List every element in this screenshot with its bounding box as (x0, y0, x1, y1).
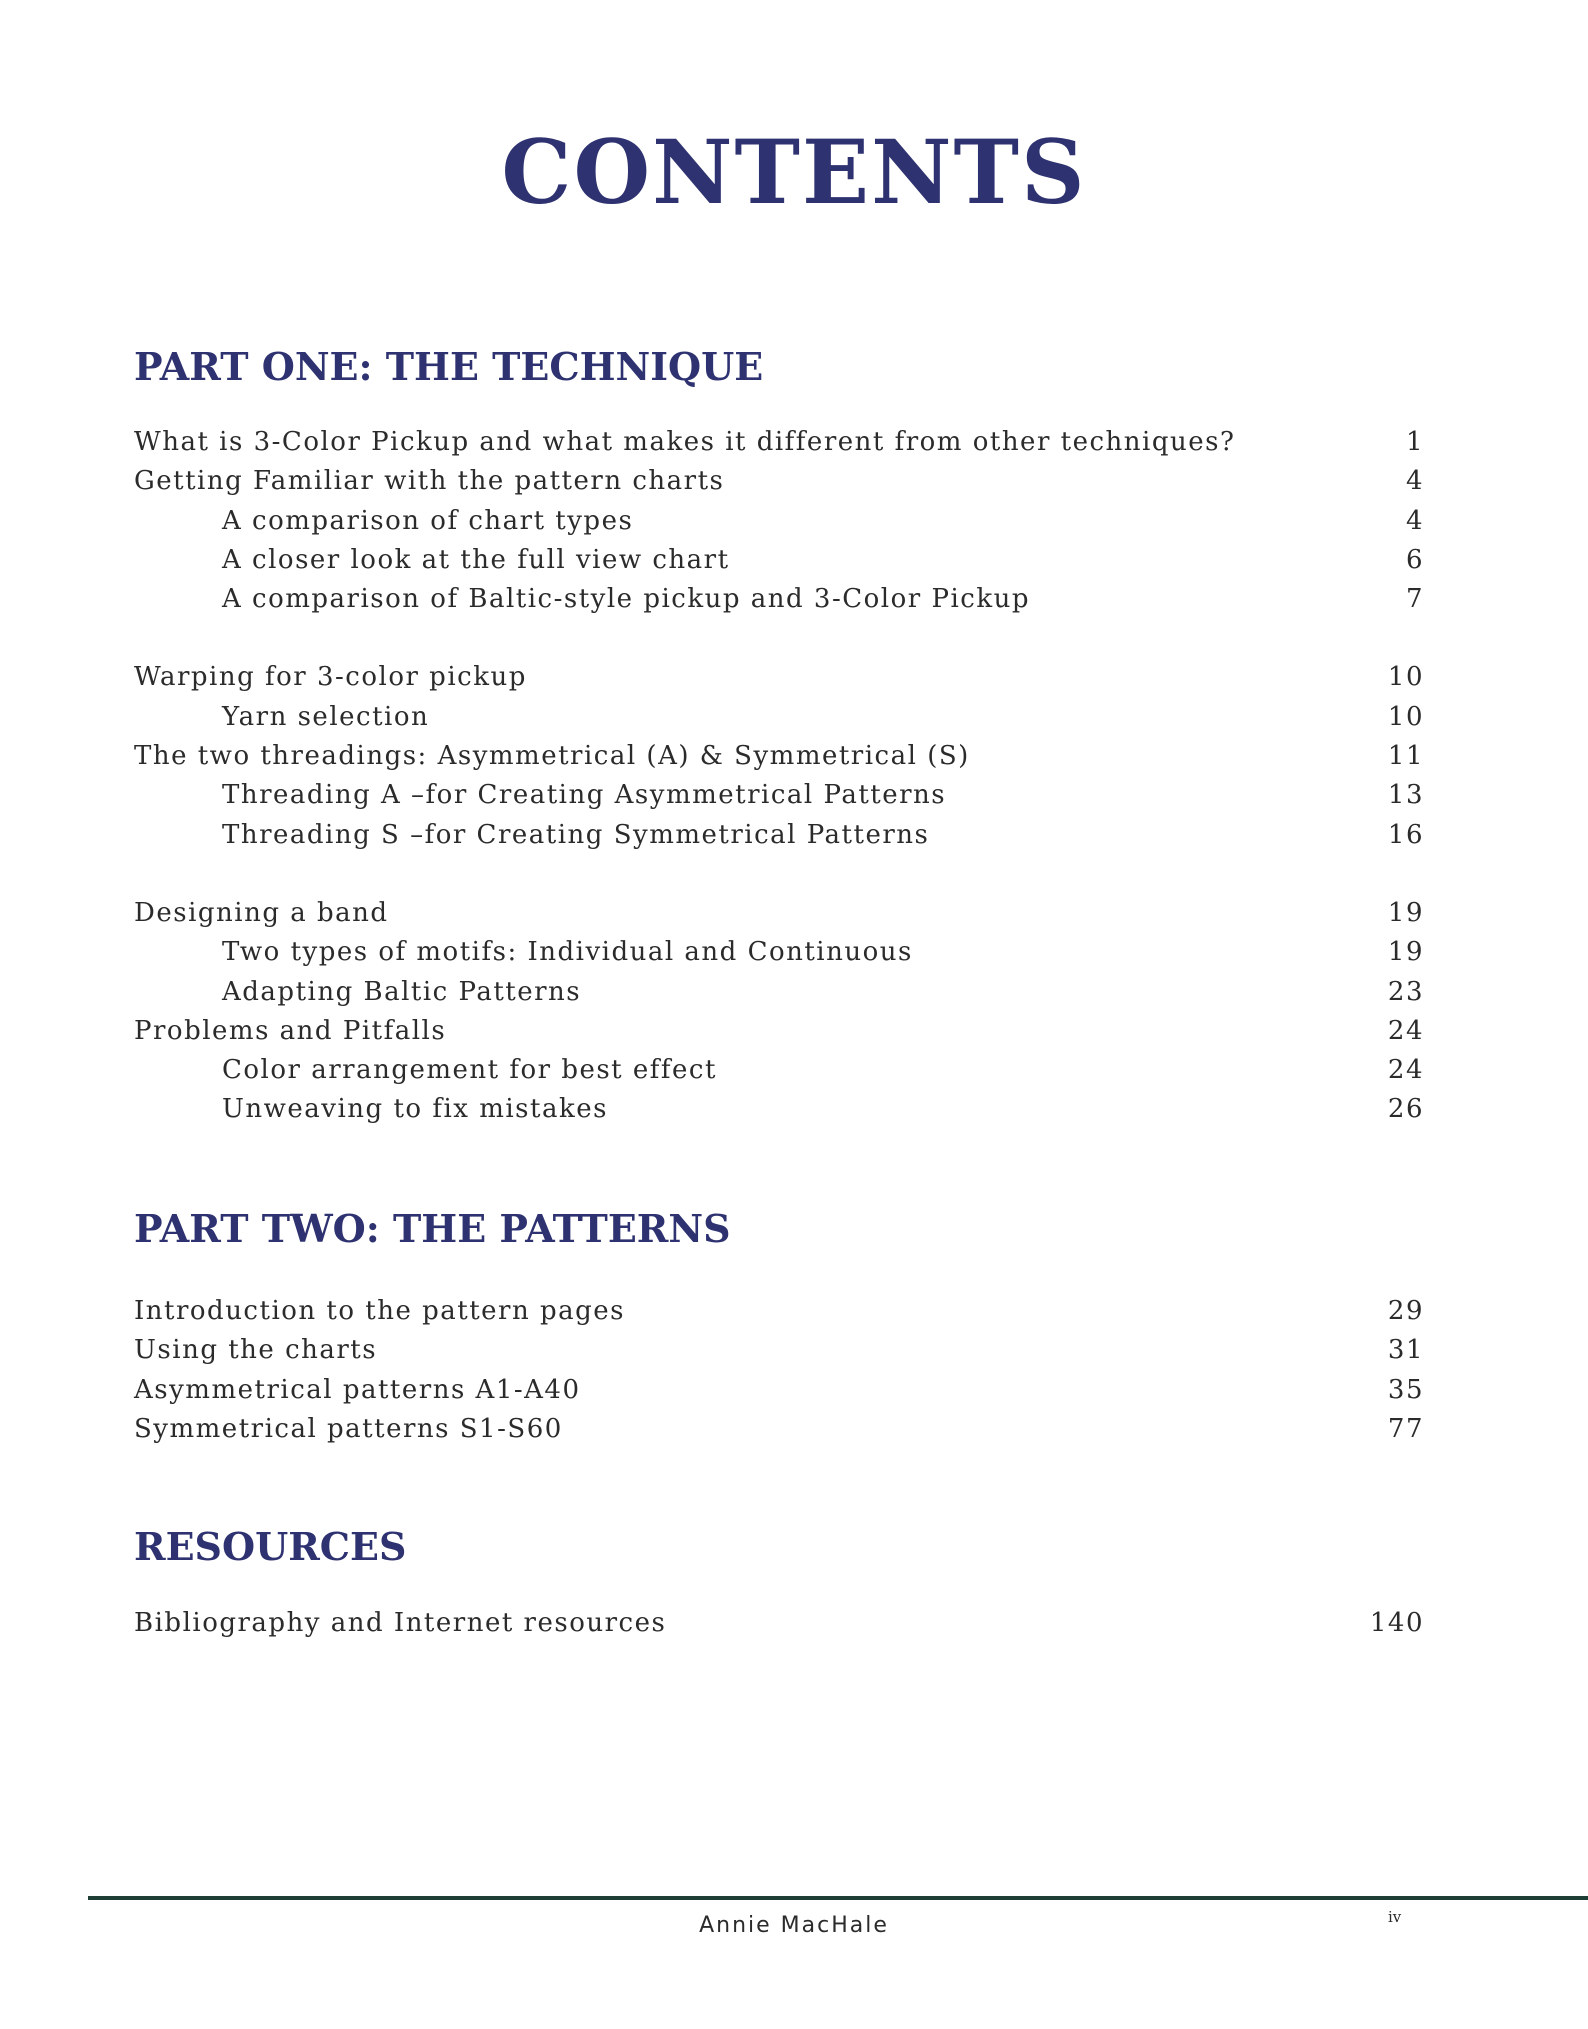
toc-entry-page: 1 (1405, 427, 1424, 457)
toc-entry-page: 4 (1405, 466, 1424, 497)
toc-entry-label: Designing a band (134, 897, 389, 928)
section-heading-resources: RESOURCES (134, 1524, 407, 1569)
toc-entry-page: 10 (1387, 662, 1424, 693)
toc-entry[interactable] (134, 423, 1424, 462)
toc-entry-page: 19 (1387, 937, 1424, 968)
toc-subentry[interactable] (134, 580, 1424, 619)
toc-entry-label: A comparison of chart types (222, 505, 634, 536)
toc-entry-page: 13 (1387, 780, 1424, 811)
footer-author: Annie MacHale (699, 1913, 889, 1938)
toc-entry-label: A comparison of Baltic-style pickup and 3-Color Pickup (222, 584, 1030, 615)
toc-entry-page: 77 (1387, 1413, 1424, 1444)
toc-entry-page: 35 (1387, 1374, 1424, 1405)
toc-entry-label: The two threadings: Asymmetrical (A) & Symmetrical (S) (134, 741, 970, 772)
toc-subentry[interactable] (134, 776, 1424, 815)
toc-entry-page: 26 (1387, 1094, 1424, 1125)
toc-entry-label: Symmetrical patterns S1-S60 (134, 1413, 563, 1444)
toc-entry-label: Problems and Pitfalls (134, 1015, 447, 1046)
toc-entry-label: Unweaving to fix mistakes (222, 1094, 608, 1125)
toc-entry-page: 24 (1387, 1015, 1424, 1046)
toc-entry-label: Asymmetrical patterns A1-A40 (134, 1374, 581, 1405)
toc-entry-page: 4 (1405, 505, 1424, 536)
toc-entry-page: 16 (1387, 819, 1424, 850)
page-title: CONTENTS (501, 120, 1087, 224)
toc-subentry[interactable] (134, 541, 1424, 580)
toc-entry-page: 10 (1387, 701, 1424, 732)
toc-entry-label: Getting Familiar with the pattern charts (134, 466, 725, 497)
toc-subentry[interactable] (134, 698, 1424, 737)
toc-entry-label: A closer look at the full view chart (222, 544, 730, 575)
toc-entry-label: Threading A –for Creating Asymmetrical Patterns (222, 780, 947, 811)
toc-entry-page: 29 (1387, 1296, 1424, 1326)
toc-subentry[interactable] (134, 1051, 1424, 1090)
toc-entry-label: Adapting Baltic Patterns (222, 976, 582, 1007)
toc-entry[interactable] (134, 1410, 1424, 1449)
section-heading-part-two: PART TWO: THE PATTERNS (134, 1206, 731, 1251)
toc-entry[interactable] (134, 1331, 1424, 1370)
toc-entry[interactable] (134, 658, 1424, 697)
toc-entry-page: 23 (1387, 976, 1424, 1007)
toc-entry-page: 31 (1387, 1335, 1424, 1366)
toc-entry-label: Warping for 3-color pickup (134, 662, 527, 693)
toc-entry-label: Yarn selection (222, 701, 430, 732)
toc-subentry[interactable] (134, 1090, 1424, 1129)
toc-list-resources (134, 1604, 1424, 1643)
toc-subentry[interactable] (134, 816, 1424, 855)
toc-entry[interactable] (134, 1012, 1424, 1051)
toc-entry-page: 7 (1405, 584, 1424, 615)
toc-entry-page: 24 (1387, 1055, 1424, 1086)
toc-entry[interactable] (134, 1292, 1424, 1331)
footer-divider (88, 1896, 1588, 1900)
toc-entry[interactable] (134, 737, 1424, 776)
toc-entry-page: 6 (1405, 544, 1424, 575)
toc-entry[interactable] (134, 462, 1424, 501)
section-heading-part-one: PART ONE: THE TECHNIQUE (134, 344, 764, 389)
toc-entry[interactable] (134, 894, 1424, 933)
toc-entry-label: What is 3-Color Pickup and what makes it different from other techniques? (134, 427, 1236, 457)
toc-entry-label: Two types of motifs: Individual and Continuous (222, 937, 913, 968)
toc-list-part-one (134, 423, 1424, 1130)
toc-entry-label: Threading S –for Creating Symmetrical Patterns (222, 819, 930, 850)
toc-entry-page: 11 (1387, 741, 1424, 772)
toc-subentry[interactable] (134, 973, 1424, 1012)
toc-entry-page: 19 (1387, 897, 1424, 928)
toc-entry-label: Bibliography and Internet resources (134, 1608, 667, 1638)
toc-entry-page: 140 (1369, 1608, 1424, 1638)
toc-entry-label: Color arrangement for best effect (222, 1055, 717, 1086)
toc-entry-label: Introduction to the pattern pages (134, 1296, 626, 1326)
footer-page-number: iv (1388, 1908, 1402, 1926)
toc-subentry[interactable] (134, 502, 1424, 541)
toc-entry[interactable] (134, 1371, 1424, 1410)
toc-entry[interactable] (134, 1604, 1424, 1643)
toc-entry-label: Using the charts (134, 1335, 378, 1366)
toc-subentry[interactable] (134, 933, 1424, 972)
toc-list-part-two (134, 1292, 1424, 1449)
